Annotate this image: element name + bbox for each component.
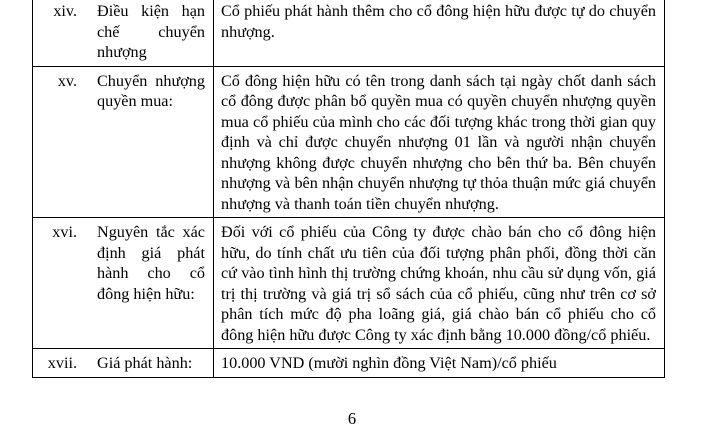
row-label: Chuyển nhượng quyền mua: [89,66,214,218]
row-number: xiv. [33,0,90,66]
row-number: xv. [33,66,90,218]
row-label: Điều kiện hạn chế chuyển nhượng [89,0,214,66]
document-table [32,0,665,378]
row-number: xvii. [33,349,90,378]
table-row [33,0,665,66]
table-row [33,218,665,349]
row-content: 10.000 VND (mười nghìn đồng Việt Nam)/cổ phiếu [214,349,665,378]
row-content: Cổ đông hiện hữu có tên trong danh sách tại ngày chốt danh sách cổ đông được phân bổ quyền mua có quyền chuyển nhượng quyền mua cổ phiếu của mình cho các đối tượng khác trong thời gian quy định và chỉ được chuyển nhượng 01 lần và người nhận chuyển nhượng không được chuyển nhượng cho bên thứ ba. Bên chuyển nhượng và bên nhận chuyển nhượng tự thỏa thuận mức giá chuyển nhượng và thanh toán tiền chuyển nhượng. [214,66,665,218]
row-label: Nguyên tắc xác định giá phát hành cho cổ đông hiện hữu: [89,218,214,349]
row-content: Đối với cổ phiếu của Công ty được chào bán cho cổ đông hiện hữu, do tính chất ưu tiên của đối tượng phân phối, đồng thời căn cứ vào tình hình thị trường chứng khoán, nhu cầu sử dụng vốn, giá trị thị trường và giá trị sổ sách của cổ phiếu, cũng như trên cơ sở phân tích mức độ pha loãng giá, giá chào bán cổ phiếu cho cổ đông hiện hữu được Công ty xác định bằng 10.000 đồng/cổ phiếu. [214,218,665,349]
table-row [33,349,665,378]
table-row [33,66,665,218]
row-number: xvi. [33,218,90,349]
row-content: Cổ phiếu phát hành thêm cho cổ đông hiện hữu được tự do chuyển nhượng. [214,0,665,66]
row-label: Giá phát hành: [89,349,214,378]
page-number: 6 [347,409,357,428]
